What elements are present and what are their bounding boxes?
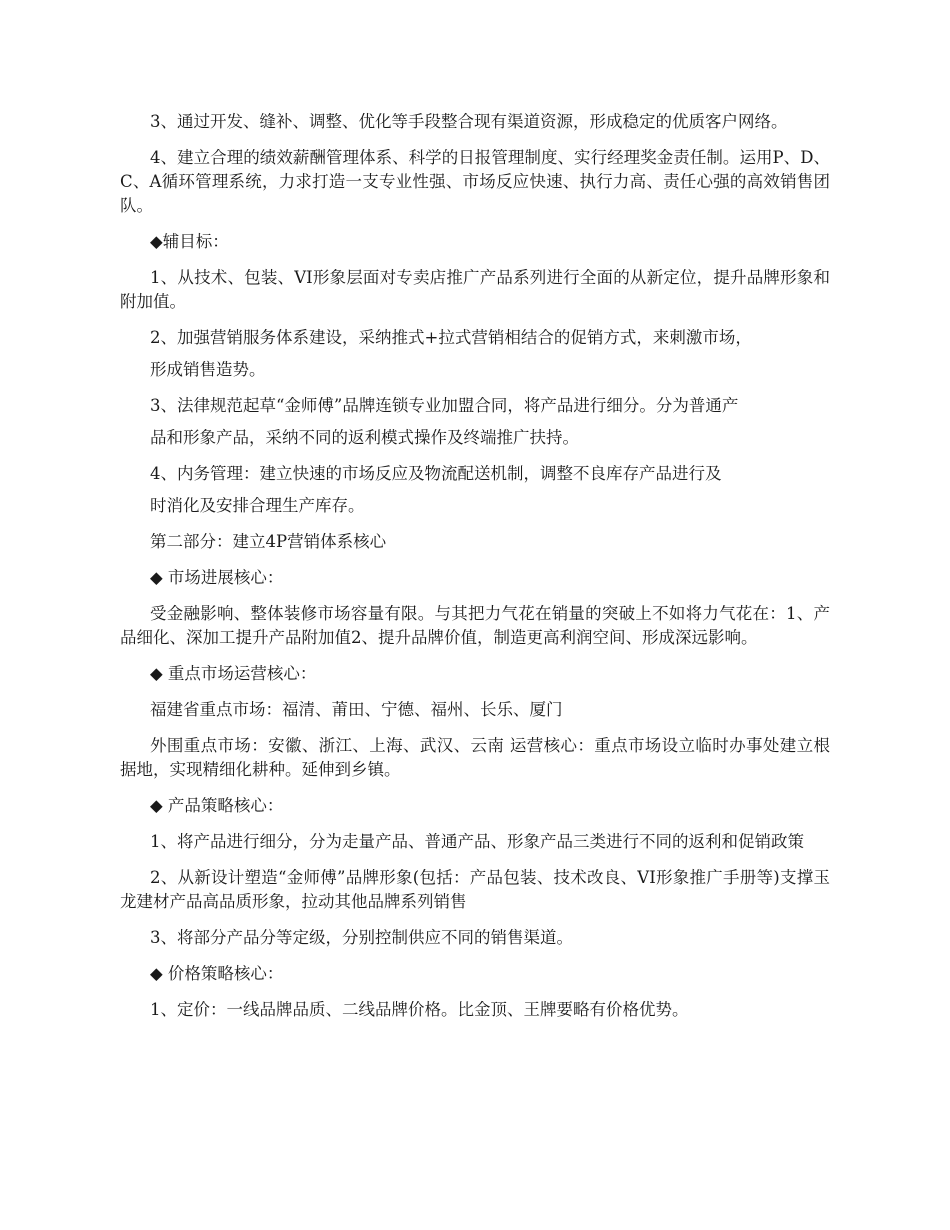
paragraph: 受金融影响、整体装修市场容量有限。与其把力气花在销量的突破上不如将力气花在：1、产品细化、深加工提升产品附加值2、提升品牌价值，制造更高利润空间、形成深远影响。 — [120, 604, 830, 647]
subheading: ◆辅目标： — [150, 232, 229, 251]
paragraph: 3、通过开发、缝补、调整、优化等手段整合现有渠道资源，形成稳定的优质客户网络。 — [150, 112, 788, 131]
paragraph: 3、将部分产品分等定级，分别控制供应不同的销售渠道。 — [150, 928, 573, 947]
paragraph: 4、内务管理：建立快速的市场反应及物流配送机制，调整不良库存产品进行及 — [150, 464, 722, 483]
paragraph: 品和形象产品，采纳不同的返利模式操作及终端推广扶持。 — [150, 428, 579, 447]
paragraph: 1、定价：一线品牌品质、二线品牌价格。比金顶、王牌要略有价格优势。 — [150, 1000, 689, 1019]
paragraph: 形成销售造势。 — [150, 360, 266, 379]
paragraph: 1、从技术、包装、VI形象层面对专卖店推广产品系列进行全面的从新定位，提升品牌形象和附加值。 — [120, 268, 830, 311]
paragraph: 3、法律规范起草“金师傅”品牌连锁专业加盟合同，将产品进行细分。分为普通产 — [150, 396, 739, 415]
paragraph: 福建省重点市场：福清、莆田、宁德、福州、长乐、厦门 — [150, 700, 563, 719]
paragraph: 4、建立合理的绩效薪酬管理体系、科学的日报管理制度、实行经理奖金责任制。运用P、D、C、A循环管理系统，力求打造一支专业性强、市场反应快速、执行力高、责任心强的高效销售团队。 — [120, 148, 830, 215]
subheading: ◆ 市场进展核心： — [150, 568, 284, 587]
paragraph: 时消化及安排合理生产库存。 — [150, 496, 365, 515]
subheading: ◆ 价格策略核心： — [150, 964, 284, 983]
section-heading: 第二部分：建立4P营销体系核心 — [150, 532, 387, 551]
paragraph: 2、加强营销服务体系建设，采纳推式+拉式营销相结合的促销方式，来刺激市场， — [150, 328, 752, 347]
paragraph: 2、从新设计塑造“金师傅”品牌形象(包括：产品包装、技术改良、VI形象推广手册等)支撑玉龙建材产品高品质形象，拉动其他品牌系列销售 — [120, 868, 830, 911]
paragraph: 外围重点市场：安徽、浙江、上海、武汉、云南 运营核心：重点市场设立临时办事处建立根据地，实现精细化耕种。延伸到乡镇。 — [120, 736, 830, 779]
subheading: ◆ 重点市场运营核心： — [150, 664, 317, 683]
paragraph: 1、将产品进行细分，分为走量产品、普通产品、形象产品三类进行不同的返利和促销政策 — [150, 832, 804, 851]
subheading: ◆ 产品策略核心： — [150, 796, 284, 815]
